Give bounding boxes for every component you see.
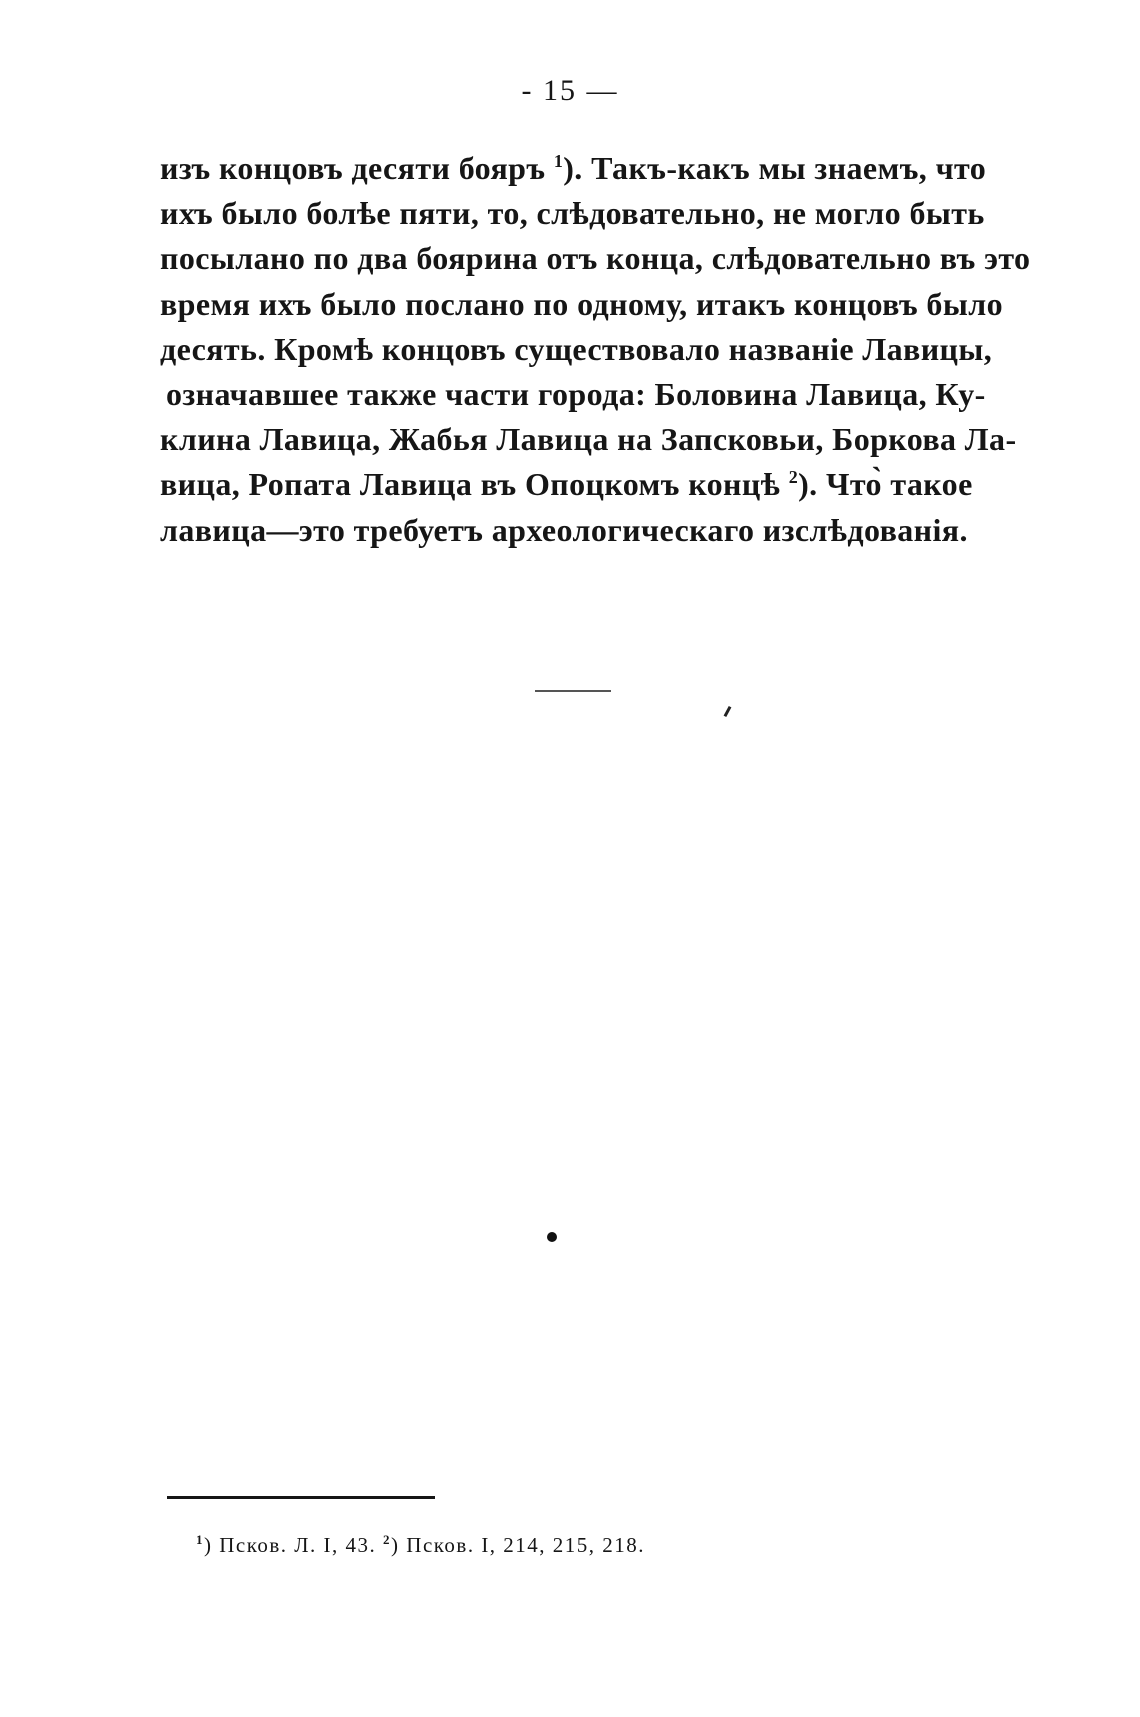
footnote-text: ) Псков. I, 214, 215, 218. xyxy=(391,1533,646,1557)
footnote-divider xyxy=(167,1496,435,1499)
section-divider xyxy=(535,690,611,692)
footnotes xyxy=(196,1533,645,1558)
footnote-marker: 1 xyxy=(196,1532,204,1547)
text-line: клина Лавица, Жабья Лавица на Запсковьи, Боркова Ла- xyxy=(160,421,1017,458)
footnote-ref: 2 xyxy=(788,467,799,488)
body-text xyxy=(160,146,1031,553)
text-line: вица, Ропата Лавица въ Опоцкомъ концѣ $^2$). Что̀ такое xyxy=(160,466,973,503)
print-speck xyxy=(724,706,732,717)
text-line: означавшее также части города: Боловина Лавица, Ку- xyxy=(166,376,986,413)
footnote-text: ) Псков. Л. I, 43. xyxy=(204,1533,377,1557)
text-line: время ихъ было послано по одному, итакъ концовъ было xyxy=(160,285,1003,322)
text-line: посылано по два боярина отъ конца, слѣдовательно въ это xyxy=(160,240,1031,277)
print-dot xyxy=(547,1232,557,1242)
text-line: изъ концовъ десяти бояръ $^1$). Такъ-какъ мы знаемъ, что xyxy=(160,150,987,186)
footnote-marker: 2 xyxy=(383,1532,392,1547)
text-line: лавица—это требуетъ археологическаго изслѣдованія. xyxy=(160,511,968,548)
text-line: ихъ было болѣе пяти, то, слѣдовательно, не могло быть xyxy=(160,195,985,232)
text-line: десять. Кромѣ концовъ существовало названіе Лавицы, xyxy=(160,330,993,367)
footnote-ref: 1 xyxy=(553,151,564,171)
page-number: - 15 — xyxy=(521,74,619,107)
